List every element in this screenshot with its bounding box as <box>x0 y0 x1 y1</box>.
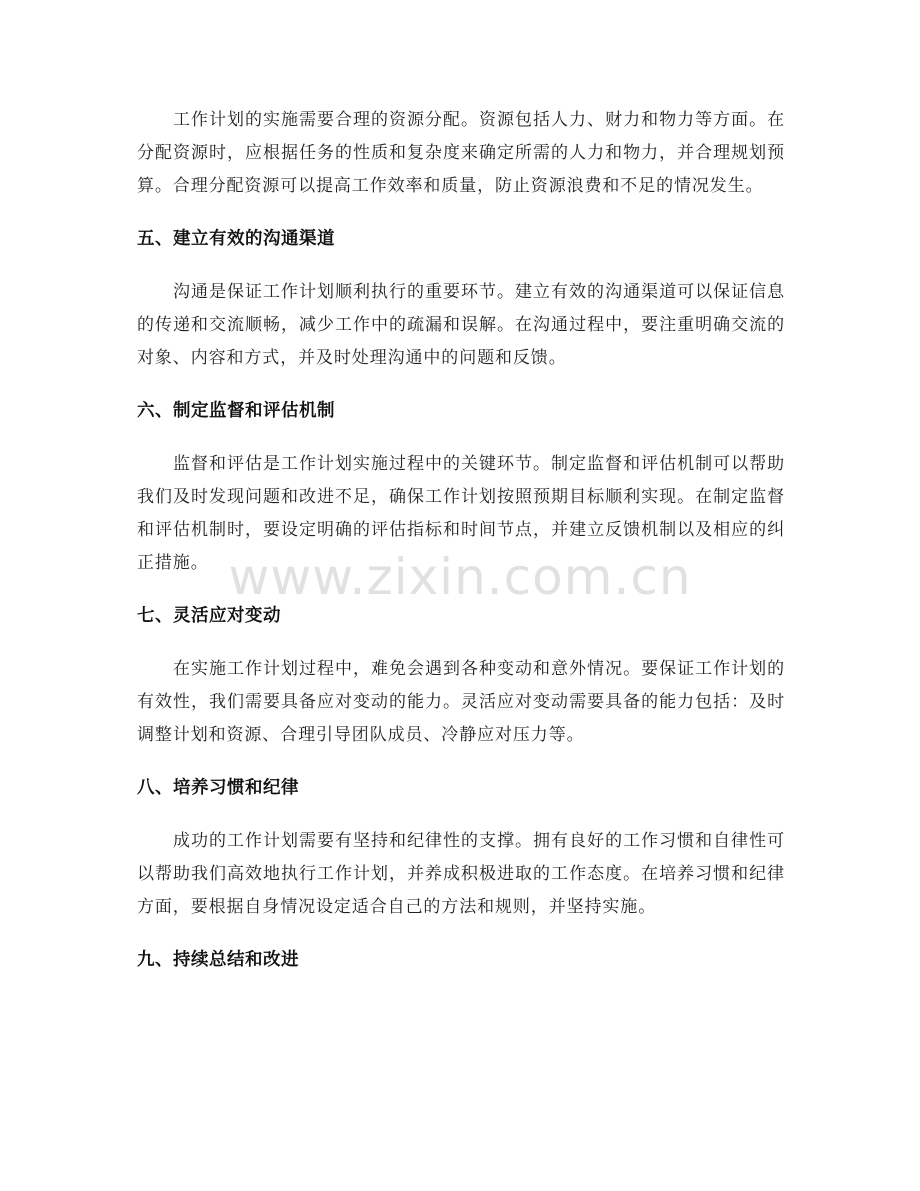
heading-summary: 九、持续总结和改进 <box>137 950 299 970</box>
paragraph-supervision: 监督和评估是工作计划实施过程中的关键环节。制定监督和评估机制可以帮助我们及时发现问题和改进不足，确保工作计划按照预期目标顺利实现。在制定监督和评估机制时，要设定明确的评估指标和时间节点，并建立反馈机制以及相应的纠正措施。 <box>137 454 785 573</box>
heading-habits: 八、培养习惯和纪律 <box>137 778 299 798</box>
watermark: www.zixin.com.cn <box>228 548 692 606</box>
paragraph-communication: 沟通是保证工作计划顺利执行的重要环节。建立有效的沟通渠道可以保证信息的传递和交流顺畅，减少工作中的疏漏和误解。在沟通过程中，要注重明确交流的对象、内容和方式，并及时处理沟通中的问题和反馈。 <box>137 282 785 368</box>
heading-flexibility: 七、灵活应对变动 <box>137 606 281 626</box>
paragraph-flexibility: 在实施工作计划过程中，难免会遇到各种变动和意外情况。要保证工作计划的有效性，我们需要具备应对变动的能力。灵活应对变动需要具备的能力包括：及时调整计划和资源、合理引导团队成员、冷静应对压力等。 <box>137 659 785 745</box>
heading-supervision: 六、制定监督和评估机制 <box>137 401 335 421</box>
heading-communication: 五、建立有效的沟通渠道 <box>137 229 335 249</box>
paragraph-resources: 工作计划的实施需要合理的资源分配。资源包括人力、财力和物力等方面。在分配资源时，应根据任务的性质和复杂度来确定所需的人力和物力，并合理规划预算。合理分配资源可以提高工作效率和质量，防止资源浪费和不足的情况发生。 <box>137 110 785 196</box>
document-body <box>137 104 785 977</box>
paragraph-habits: 成功的工作计划需要有坚持和纪律性的支撑。拥有良好的工作习惯和自律性可以帮助我们高效地执行工作计划，并养成积极进取的工作态度。在培养习惯和纪律方面，要根据自身情况设定适合自己的方法和规则，并坚持实施。 <box>137 831 785 917</box>
